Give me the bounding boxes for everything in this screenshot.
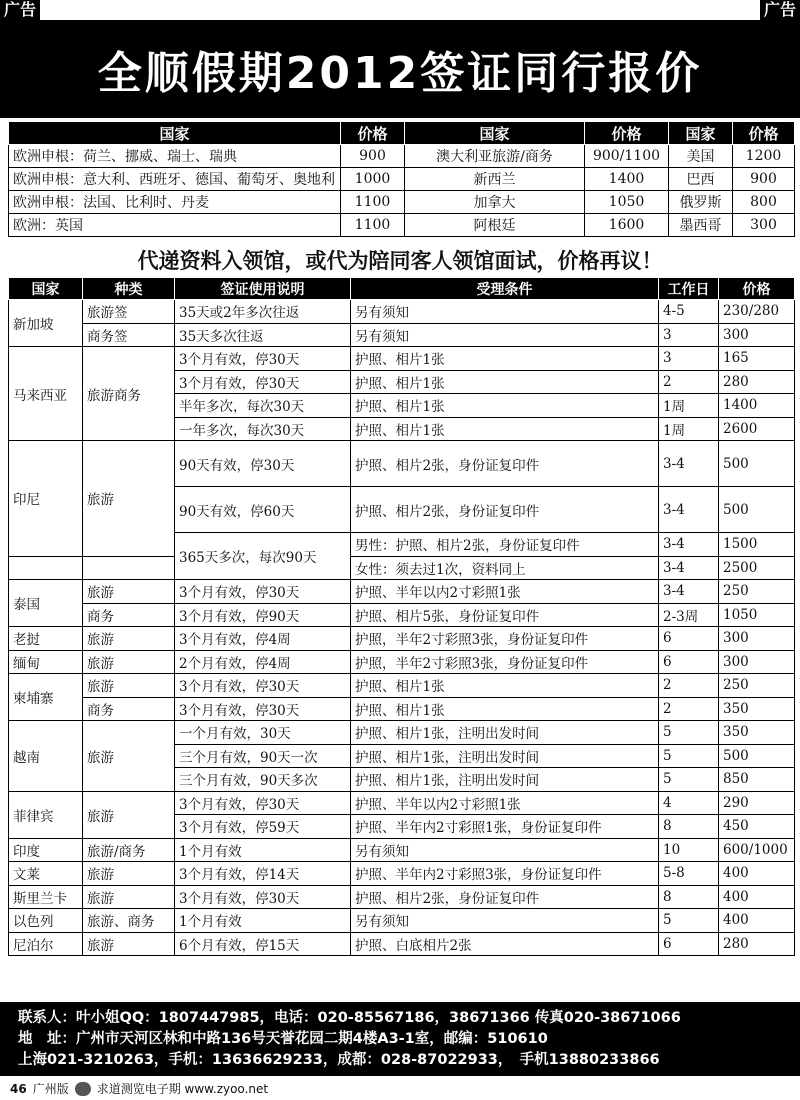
cell: 新西兰 bbox=[405, 168, 585, 191]
cell: 35天或2年多次往返 bbox=[175, 300, 351, 324]
table-row bbox=[9, 885, 795, 909]
magazine-logo-icon bbox=[75, 1082, 91, 1096]
cell: 护照、相片2张，身份证复印件 bbox=[351, 441, 659, 487]
cell: 女性：须去过1次，资料同上 bbox=[351, 556, 659, 580]
price-table-asia bbox=[8, 277, 795, 956]
table-row bbox=[9, 674, 795, 698]
table-row bbox=[9, 556, 795, 580]
cell: 旅游签 bbox=[83, 300, 175, 324]
cell: 3个月有效，停4周 bbox=[175, 627, 351, 651]
cell: 300 bbox=[719, 650, 795, 674]
table-row bbox=[9, 627, 795, 651]
cell: 护照、相片1张 bbox=[351, 417, 659, 441]
cell: 护照，半年2寸彩照3张，身份证复印件 bbox=[351, 627, 659, 651]
cell: 5 bbox=[659, 721, 719, 745]
cell: 护照、相片1张 bbox=[351, 347, 659, 371]
cell: 4 bbox=[659, 791, 719, 815]
cell: 3个月有效，停30天 bbox=[175, 370, 351, 394]
table-row bbox=[9, 323, 795, 347]
cell: 护照、半年以内2寸彩照1张 bbox=[351, 580, 659, 604]
cell: 3个月有效，停30天 bbox=[175, 580, 351, 604]
cell: 护照、相片2张，身份证复印件 bbox=[351, 487, 659, 533]
cell: 3-4 bbox=[659, 487, 719, 533]
cell: 400 bbox=[719, 909, 795, 933]
cell: 165 bbox=[719, 347, 795, 371]
table-row bbox=[9, 932, 795, 956]
cell: 商务 bbox=[83, 603, 175, 627]
col-header: 国家 bbox=[9, 122, 341, 145]
cell: 2 bbox=[659, 674, 719, 698]
cell: 600/1000 bbox=[719, 838, 795, 862]
cell: 6 bbox=[659, 650, 719, 674]
cell: 1000 bbox=[341, 168, 405, 191]
cell: 护照、相片1张 bbox=[351, 394, 659, 418]
cell: 1050 bbox=[719, 603, 795, 627]
table-row bbox=[9, 300, 795, 324]
table-header-row bbox=[9, 122, 795, 145]
cell: 500 bbox=[719, 441, 795, 487]
cell: 另有须知 bbox=[351, 838, 659, 862]
cell: 350 bbox=[719, 721, 795, 745]
cell: 5 bbox=[659, 768, 719, 792]
cell: 1周 bbox=[659, 394, 719, 418]
cell: 3个月有效，停30天 bbox=[175, 885, 351, 909]
col-header: 价格 bbox=[341, 122, 405, 145]
table-row bbox=[9, 650, 795, 674]
cell: 280 bbox=[719, 932, 795, 956]
cell: 三个月有效，90天多次 bbox=[175, 768, 351, 792]
cell: 3-4 bbox=[659, 556, 719, 580]
cell: 90天有效，停30天 bbox=[175, 441, 351, 487]
cell: 旅游 bbox=[83, 862, 175, 886]
cell: 护照、白底相片2张 bbox=[351, 932, 659, 956]
cell: 450 bbox=[719, 815, 795, 839]
cell: 500 bbox=[719, 744, 795, 768]
cell: 另有须知 bbox=[351, 323, 659, 347]
table-row bbox=[9, 191, 795, 214]
cell: 400 bbox=[719, 885, 795, 909]
type-cell: 旅游商务 bbox=[83, 347, 175, 441]
cell: 1个月有效 bbox=[175, 909, 351, 933]
country-cell: 越南 bbox=[9, 721, 83, 792]
type-cell-spacer bbox=[83, 556, 175, 580]
cell: 1600 bbox=[585, 214, 669, 237]
cell: 5-8 bbox=[659, 862, 719, 886]
cell: 300 bbox=[733, 214, 795, 237]
cell: 2 bbox=[659, 370, 719, 394]
cell: 4-5 bbox=[659, 300, 719, 324]
cell: 护照、半年以内2寸彩照1张 bbox=[351, 791, 659, 815]
cell: 6 bbox=[659, 627, 719, 651]
cell: 欧洲：英国 bbox=[9, 214, 341, 237]
cell: 1050 bbox=[585, 191, 669, 214]
cell: 3个月有效，停14天 bbox=[175, 862, 351, 886]
table-row bbox=[9, 347, 795, 371]
cell: 1400 bbox=[585, 168, 669, 191]
cell: 旅游 bbox=[83, 674, 175, 698]
cell: 300 bbox=[719, 627, 795, 651]
cell: 三个月有效，90天一次 bbox=[175, 744, 351, 768]
cell: 290 bbox=[719, 791, 795, 815]
cell: 美国 bbox=[669, 145, 733, 168]
cell: 男性：护照、相片2张，身份证复印件 bbox=[351, 533, 659, 557]
country-cell: 缅甸 bbox=[9, 650, 83, 674]
page-footer bbox=[10, 1080, 268, 1097]
col-header: 国家 bbox=[9, 278, 83, 300]
col-header: 国家 bbox=[669, 122, 733, 145]
cell: 350 bbox=[719, 697, 795, 721]
page-title: 全顺假期2012签证同行报价 bbox=[97, 48, 703, 99]
country-cell-spacer bbox=[9, 556, 83, 580]
cell: 5 bbox=[659, 909, 719, 933]
notice-banner: 代递资料入领馆，或代为陪同客人领馆面试，价格再议！ bbox=[137, 249, 663, 273]
country-cell: 印度 bbox=[9, 838, 83, 862]
cell: 900/1100 bbox=[585, 145, 669, 168]
cell: 护照、半年内2寸彩照3张，身份证复印件 bbox=[351, 862, 659, 886]
address-line: 地 址：广州市天河区林和中路136号天誉花园二期4楼A3-1室，邮编：510610 bbox=[18, 1031, 548, 1047]
cell: 250 bbox=[719, 674, 795, 698]
cell: 半年多次，每次30天 bbox=[175, 394, 351, 418]
cell: 旅游 bbox=[83, 627, 175, 651]
cell: 3个月有效，停30天 bbox=[175, 791, 351, 815]
col-header: 国家 bbox=[405, 122, 585, 145]
cell: 一个月有效，30天 bbox=[175, 721, 351, 745]
country-cell: 尼泊尔 bbox=[9, 932, 83, 956]
country-cell: 菲律宾 bbox=[9, 791, 83, 838]
cell: 5 bbox=[659, 744, 719, 768]
country-cell: 泰国 bbox=[9, 580, 83, 627]
cell: 35天多次往返 bbox=[175, 323, 351, 347]
type-cell: 旅游 bbox=[83, 721, 175, 792]
table-row bbox=[9, 603, 795, 627]
col-header: 价格 bbox=[719, 278, 795, 300]
cell: 500 bbox=[719, 487, 795, 533]
ad-label-left: 广告 bbox=[0, 0, 40, 20]
table-row bbox=[9, 862, 795, 886]
table-row bbox=[9, 145, 795, 168]
col-header: 价格 bbox=[585, 122, 669, 145]
cell: 250 bbox=[719, 580, 795, 604]
cell: 2个月有效，停4周 bbox=[175, 650, 351, 674]
col-header: 受理条件 bbox=[351, 278, 659, 300]
cell: 3个月有效，停30天 bbox=[175, 347, 351, 371]
cell: 3个月有效，停90天 bbox=[175, 603, 351, 627]
cell: 1400 bbox=[719, 394, 795, 418]
top-rule bbox=[46, 0, 754, 21]
cell: 3个月有效，停30天 bbox=[175, 674, 351, 698]
country-cell: 新加坡 bbox=[9, 300, 83, 347]
cell: 2500 bbox=[719, 556, 795, 580]
cell: 墨西哥 bbox=[669, 214, 733, 237]
contact-footer bbox=[0, 1002, 800, 1076]
cell: 3-4 bbox=[659, 580, 719, 604]
table-row bbox=[9, 838, 795, 862]
table-row bbox=[9, 909, 795, 933]
cell: 6 bbox=[659, 932, 719, 956]
contact-line: 联系人：叶小姐QQ：1807447985，电话：020-85567186，38671366 传真020-38671066 bbox=[18, 1010, 681, 1026]
cell: 3 bbox=[659, 323, 719, 347]
cell: 欧洲申根：法国、比利时、丹麦 bbox=[9, 191, 341, 214]
cell: 护照、相片1张 bbox=[351, 370, 659, 394]
cell: 旅游 bbox=[83, 580, 175, 604]
cell: 400 bbox=[719, 862, 795, 886]
cell: 阿根廷 bbox=[405, 214, 585, 237]
cell: 900 bbox=[341, 145, 405, 168]
cell: 1200 bbox=[733, 145, 795, 168]
table-row bbox=[9, 791, 795, 815]
cell: 8 bbox=[659, 885, 719, 909]
cell: 6个月有效，停15天 bbox=[175, 932, 351, 956]
cell: 护照、相片5张，身份证复印件 bbox=[351, 603, 659, 627]
cell: 护照，半年2寸彩照3张，身份证复印件 bbox=[351, 650, 659, 674]
cell: 商务签 bbox=[83, 323, 175, 347]
cell: 2600 bbox=[719, 417, 795, 441]
cell: 230/280 bbox=[719, 300, 795, 324]
table-row bbox=[9, 580, 795, 604]
cell: 旅游 bbox=[83, 932, 175, 956]
website-text: 求道测览电子期 www.zyoo.net bbox=[96, 1082, 269, 1096]
table-row bbox=[9, 214, 795, 237]
title-band bbox=[0, 20, 800, 118]
price-table-long-haul bbox=[8, 121, 795, 237]
cell: 3-4 bbox=[659, 533, 719, 557]
cell: 加拿大 bbox=[405, 191, 585, 214]
cell: 另有须知 bbox=[351, 300, 659, 324]
cell: 护照、相片2张，身份证复印件 bbox=[351, 885, 659, 909]
cell: 护照、相片1张，注明出发时间 bbox=[351, 768, 659, 792]
cell: 300 bbox=[719, 323, 795, 347]
cell: 1500 bbox=[719, 533, 795, 557]
cell: 护照、相片1张 bbox=[351, 674, 659, 698]
cell: 护照、半年内2寸彩照1张，身份证复印件 bbox=[351, 815, 659, 839]
cell: 1100 bbox=[341, 214, 405, 237]
country-cell: 斯里兰卡 bbox=[9, 885, 83, 909]
cell: 10 bbox=[659, 838, 719, 862]
edition-label: 广州版 bbox=[32, 1082, 69, 1096]
cell: 旅游、商务 bbox=[83, 909, 175, 933]
country-cell: 老挝 bbox=[9, 627, 83, 651]
country-cell: 文莱 bbox=[9, 862, 83, 886]
table-header-row bbox=[9, 278, 795, 300]
cell: 900 bbox=[733, 168, 795, 191]
cell: 护照、相片1张 bbox=[351, 697, 659, 721]
col-header: 价格 bbox=[733, 122, 795, 145]
cell: 850 bbox=[719, 768, 795, 792]
cell: 另有须知 bbox=[351, 909, 659, 933]
country-cell: 以色列 bbox=[9, 909, 83, 933]
cell: 欧洲申根：意大利、西班牙、德国、葡萄牙、奥地利 bbox=[9, 168, 341, 191]
cell: 1周 bbox=[659, 417, 719, 441]
cell: 3-4 bbox=[659, 441, 719, 487]
table-row bbox=[9, 721, 795, 745]
cell: 欧洲申根：荷兰、挪威、瑞士、瑞典 bbox=[9, 145, 341, 168]
cell: 巴西 bbox=[669, 168, 733, 191]
cell: 365天多次，每次90天 bbox=[175, 533, 351, 580]
country-cell: 印尼 bbox=[9, 441, 83, 557]
cell: 3个月有效，停30天 bbox=[175, 697, 351, 721]
cell: 3 bbox=[659, 347, 719, 371]
page-number: 46 bbox=[10, 1081, 27, 1096]
cell: 旅游 bbox=[83, 885, 175, 909]
cell: 澳大利亚旅游/商务 bbox=[405, 145, 585, 168]
country-cell: 柬埔寨 bbox=[9, 674, 83, 721]
type-cell: 旅游 bbox=[83, 441, 175, 557]
cell: 1100 bbox=[341, 191, 405, 214]
cell: 商务 bbox=[83, 697, 175, 721]
branch-line: 上海021-3210263，手机：13636629233，成都：028-87022933， 手机13880233866 bbox=[18, 1052, 660, 1068]
cell: 8 bbox=[659, 815, 719, 839]
cell: 3个月有效，停59天 bbox=[175, 815, 351, 839]
cell: 一年多次，每次30天 bbox=[175, 417, 351, 441]
cell: 2 bbox=[659, 697, 719, 721]
table-row bbox=[9, 697, 795, 721]
cell: 800 bbox=[733, 191, 795, 214]
col-header: 种类 bbox=[83, 278, 175, 300]
table-row bbox=[9, 168, 795, 191]
cell: 俄罗斯 bbox=[669, 191, 733, 214]
col-header: 签证使用说明 bbox=[175, 278, 351, 300]
cell: 护照、相片1张，注明出发时间 bbox=[351, 744, 659, 768]
col-header: 工作日 bbox=[659, 278, 719, 300]
cell: 280 bbox=[719, 370, 795, 394]
cell: 旅游/商务 bbox=[83, 838, 175, 862]
cell: 2-3周 bbox=[659, 603, 719, 627]
country-cell: 马来西亚 bbox=[9, 347, 83, 441]
cell: 1个月有效 bbox=[175, 838, 351, 862]
type-cell: 旅游 bbox=[83, 791, 175, 838]
cell: 旅游 bbox=[83, 650, 175, 674]
cell: 90天有效，停60天 bbox=[175, 487, 351, 533]
ad-label-right: 广告 bbox=[760, 0, 800, 20]
cell: 护照、相片1张，注明出发时间 bbox=[351, 721, 659, 745]
